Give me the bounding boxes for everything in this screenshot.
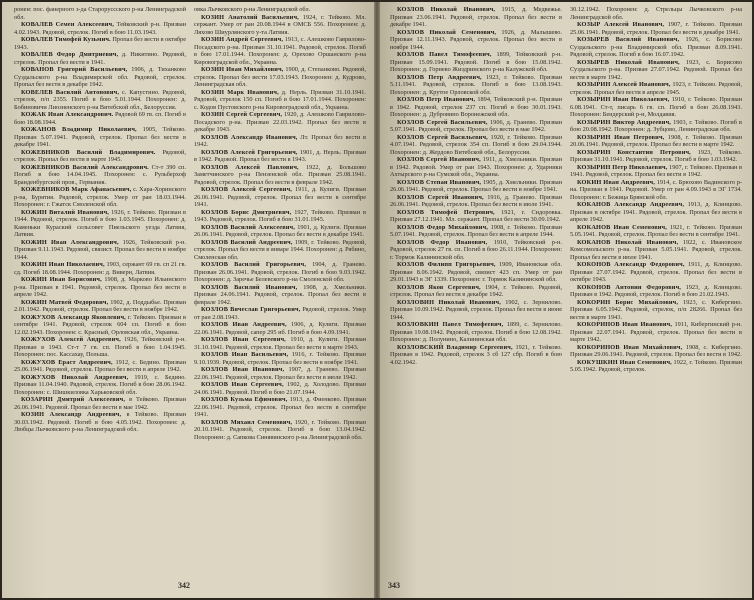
record-entry <box>14 164 186 187</box>
entry-details: 1923, Тейково. Призван 31.10.1941. Рядовой, стрелок. Погиб в бою 1.03.1942. <box>570 148 742 163</box>
person-name: КОЗЫРЕВ Василий Иванович, <box>577 36 680 43</box>
person-name: КОЖУХОВ Алексей Андреевич, <box>21 336 121 343</box>
person-name: КОЗИН Андрей Сергеевич, <box>201 36 284 43</box>
person-name: КОЗЛОВ Сергей Васильевич, <box>397 133 488 141</box>
entry-details: 1922, с. Ивановское Комсомольского р-на. Призван 5.05.1941. Рядовой, стрелок. Пропал без вести в июле 1941. <box>570 238 742 261</box>
person-name: КОЗИН Марк Иванович, <box>201 88 279 96</box>
entry-details: 1908, г. Тейково. Призван 20.06.1941. Рядовой, стрелок. Пропал без вести в марте 1942. <box>570 133 742 148</box>
entry-details: 1902, д. Холодово. Призван 24.06.1941. Рядовой. Погиб в бою 21.07.1944. <box>194 381 366 396</box>
person-name: КОЗЛОВ Борис Дмитриевич, <box>201 208 292 216</box>
entry-details: 1924, г. Тейково. Мл. сержант. Умер от ран 20.08.1944 в ОМСБ 556. Похоронен: д. Ляхово Шиурлянского у-та Латвия. <box>194 13 366 36</box>
entry-details: 1910, Тейковский р-н. Рядовой, стрелок 27 гв. сп. Погиб в бою 26.11.1944. Похоронен: г. Тормок Калининской обл. <box>390 238 562 261</box>
record-entry <box>390 156 562 179</box>
person-name: КОЗЛОВ Василий Григорьевич, <box>201 261 307 268</box>
person-name: КОЗЛОВ Степан Иванович, <box>397 178 482 186</box>
record-entry <box>570 179 742 202</box>
column-left-page-2 <box>194 6 366 564</box>
person-name: КОКОРИНОВ Иван Иванович, <box>577 321 673 328</box>
entry-details: 1913, д. Клинцово. Призван в октябре 1941. Рядовой, стрелок. Пропал без вести в апреле 1942. <box>570 201 742 223</box>
record-entry <box>570 96 742 119</box>
column-left-page-1 <box>14 6 186 564</box>
entry-details: 1911, д. Хмельники. Призван в 1942. Рядовой. Умер от ран 1943. Похоронен: д. Ударники Ахтырского р-на Сумской обл., Украина. <box>390 156 562 178</box>
person-name: КОЗЛОВ Николай Семенович, <box>397 28 497 36</box>
person-name: КОВАЛЕВ Федор Дмитриевич, <box>21 51 119 58</box>
entry-details: 1916, д. Гранево. Призван 26.06.1941. Рядовой, стрелок. Пропал без вести в июле 1941. <box>390 193 562 208</box>
entry-details: Тейковский р-н. Призван 4.02.1943. Рядовой, стрелок. Погиб в бою 11.03.1943. <box>14 21 186 36</box>
person-name: КОКОРИНОВ Иван Михайлович, <box>577 343 683 351</box>
person-name: КОЗЛОВ Сергей Иванович, <box>397 193 484 201</box>
record-entry <box>194 261 366 284</box>
entry-details: 1922, г. Тейково. Призван 5.05.1942. Рядовой, стрелок. <box>570 358 742 373</box>
person-name: КОЗЛОВ Михаил Семенович, <box>201 418 293 426</box>
record-entry <box>194 306 366 321</box>
record-entry <box>570 81 742 96</box>
record-entry <box>194 66 366 89</box>
person-name: КОЗЛОВ Василий Андреевич, <box>201 238 293 246</box>
person-name: КОЗЛОВКИН Павел Тимофеевич, <box>397 321 504 328</box>
record-entry <box>390 29 562 52</box>
entry-details: 1921, г. Тейково. Призван 5.05.1941. Рядовой, стрелок. Пропал без вести в сентябре 1941. <box>570 223 742 238</box>
person-name: КОЗИН Иван Михайлович, <box>201 66 284 73</box>
record-entry <box>570 299 742 322</box>
record-entry <box>14 276 186 299</box>
record-entry <box>194 6 366 14</box>
person-name: КОЗИН Александр Андреевич, <box>21 411 122 418</box>
entry-details: 1926, Тейковский р-н. Призван 9.11.1943. Рядовой, связист. Пропал без вести в ноябре 1944. <box>14 238 186 261</box>
record-entry <box>570 284 742 299</box>
person-name: КОЗЫРИН Константин Петрович, <box>577 148 691 156</box>
person-name: КОЖИН Иван Николаевич, <box>21 261 105 268</box>
entry-details: Пропал без вести в октябре 1943. <box>14 36 186 51</box>
record-entry <box>390 284 562 299</box>
entry-details: 1903, сержант 69 гв. сп 21 гв. сд. Погиб 18.08.1944. Похоронен: д. Виверн, Латвия. <box>14 261 186 276</box>
person-name: КОЗЛОВСКИЙ Владимир Сергеевич, <box>397 343 513 351</box>
entry-details: 1905, д. Хмельники. Призван 26.06.1941. Рядовой, стрелок. Пропал без вести в ноябре 1941. <box>390 178 562 193</box>
entry-details: в Тейково. Призван 26.06.1941. Рядовой. Пропал без вести в мае 1942. <box>14 396 186 411</box>
entry-details: 1923, г. Тейково. Рядовой, стрелок. Пропал без вести в апреле 1945. <box>570 81 742 96</box>
person-name: КОЗЛОВ Яков Сергеевич, <box>397 283 481 291</box>
entry-details: 1905, Тейково. Призван 5.07.1941. Рядовой, стрелок. Пропал без вести в декабре 1941. <box>14 126 186 148</box>
person-name: КОЗЛОВ Василий Иванович, <box>201 283 298 291</box>
entry-details: Лт. Пропал без вести в 1942. <box>194 133 366 148</box>
entry-details: 1911, Кибергинский р-н. Призван 22.07.1941. Рядовой, стрелок. Пропал без вести в марте 1942. <box>570 321 742 343</box>
person-name: КОЗЛОВ Василий Алексеевич, <box>201 223 295 231</box>
record-entry <box>390 239 562 262</box>
entry-details: 1904, д. Гранево. Призван 26.06.1941. Рядовой, стрелок. Погиб в бою 9.03.1942. Похоронен: д. Заречье Белевского р-на Смоленской обл. <box>194 261 366 283</box>
page-number: 342 <box>178 581 190 590</box>
entry-details: 1902, с. Зернилово. Призван 10.09.1942. Рядовой, стрелок. Пропал без вести в июне 1944. <box>390 298 562 321</box>
person-name: КОЗЛОВ Сергей Васильевич, <box>397 118 488 126</box>
record-entry <box>570 6 742 21</box>
record-entry <box>14 149 186 164</box>
record-entry <box>194 321 366 336</box>
entry-details: 1910, г. Тейково. Призван 6.08.1941. Ст-т, писарь 6 гв. сп. Погиб в бою 26.08.1943. Похоронен: Бендерский р-н, Молдавия. <box>570 96 742 118</box>
entry-details: 1903, г. Тейково. Погиб в бою 20.08.1942. Похоронен: д. Зубцово, Ленинградская обл. <box>570 118 742 133</box>
record-entry <box>14 21 186 36</box>
record-entry <box>194 396 366 419</box>
entry-details: 1906, д. Гранево. Призван 5.07.1941. Рядовой, стрелок. Пропал без вести в мае 1942. <box>390 118 562 133</box>
record-entry <box>194 239 366 262</box>
person-name: КОЗЛОВ Алексей Григорьевич, <box>201 148 298 156</box>
record-entry <box>194 149 366 164</box>
entry-details: 1899, с. Зернилово. Призван 19.08.1942. Рядовой, стрелок. Погиб в бою 12.08.1942. Похоронен: д. Полунино, Калининская обл. <box>390 321 562 343</box>
person-name: КОЖЕВНИКОВ Василий Александрович. <box>21 163 149 171</box>
person-name: КОВАЛЕВ Тимофей Кузьмич. <box>21 36 111 43</box>
person-name: КОЖИН Иван Борисович, <box>21 276 102 283</box>
person-name: КОЗЛОВ Петр Андреевич, <box>397 73 482 81</box>
page-number: 343 <box>388 581 400 590</box>
entry-details: с. Хара-Хоринского р-на, Бурятия. Рядовой, стрелок. Умер от ран 18.03.1944. Похоронен: г. Гжатск Смоленской обл. <box>14 186 186 208</box>
record-entry <box>194 366 366 381</box>
person-name: КОЗЫРИН Виктор Андреевич, <box>577 118 672 126</box>
entry-details: 1922, д. Большово Заметчинского р-на Пензенской обл. Призван 25.08.1941. Рядовой, стрелок. Пропал без вести в феврале 1942. <box>194 163 366 186</box>
person-name: КОКОНОВ Антонин Федорович, <box>577 283 682 291</box>
entry-details: 1921, г. Тейково. Призван в 1942. Рядовой, стрелок 3 сб 127 сбр. Погиб в бою 4.02.1942. <box>390 343 562 366</box>
record-entry <box>194 89 366 112</box>
record-entry <box>390 119 562 134</box>
entry-details: Рядовой 69 гв. сп. Погиб в бою 18.08.1944. <box>14 111 186 126</box>
record-entry <box>194 14 366 37</box>
record-entry <box>194 336 366 351</box>
record-entry <box>570 344 742 359</box>
entry-details: 1910, д. Кулиги. Призван 31.10.1941. Рядовой, стрелок. Пропал без вести в марте 1943. <box>194 336 366 351</box>
entry-details: 1926, с. Борисово Суздальского р-на Владимирской обл. Призван 8.09.1941. Рядовой, стрелок. Погиб в бою 16.07.1942. <box>570 36 742 58</box>
record-entry <box>194 134 366 149</box>
entry-details: 1913, с. Алешково Гаврилово-Посадского р-на. Призван 31.10.1941. Рядовой, стрелок. Погиб в бою 17.01.1944. Похоронен: д. Орехово Оршанского р-на Кировоградской обл., Украина. <box>194 36 366 66</box>
record-entry <box>390 96 562 119</box>
record-entry <box>390 344 562 367</box>
column-right-page-2 <box>570 6 742 564</box>
entry-details: ронен: пос. фанерного з-да Староруссского р-на Ленинградской обл. <box>14 6 186 21</box>
person-name: КОКУШКИН Иван Семенович, <box>577 358 672 366</box>
record-entry <box>14 396 186 411</box>
entry-details: д. Никитино. Рядовой, стрелок. Пропал без вести в 1941. <box>14 51 186 66</box>
entry-details: 1911, д. Кулиги. Призван 26.06.1941. Рядовой, стрелок. Пропал без вести в сентябре 1941. <box>194 186 366 208</box>
person-name: КОЖИН Иван Александрович, <box>21 238 119 246</box>
entry-details: овка Лычковского р-на Ленинградской обл. <box>194 6 311 13</box>
entry-details: Ст-т 390 сп. Погиб в бою 14.04.1945. Похоронен: с. Рульберхоф Бранденбургской пров., Германия. <box>14 163 186 186</box>
person-name: КОЗЛОВ Сергей Иванович, <box>397 156 481 163</box>
record-entry <box>390 6 562 29</box>
person-name: КОЗЫРИН Петр Николаевич, <box>577 163 668 171</box>
record-entry <box>194 209 366 224</box>
person-name: КОВАНОВ Григорий Васильевич, <box>21 66 128 73</box>
record-entry <box>194 381 366 396</box>
person-name: КОЗИН Сергей Сергеевич, <box>201 111 283 118</box>
entry-details: 1926, г. Тейково. Призван в 1944. Рядовой, стрелок. Погиб в бою 1.03.1945. Похоронен: д. Каменьки Кураский сельсовет Пиельского уезда Латвия, Латвия. <box>14 208 186 238</box>
entry-details: 1908, с. Кибергино. Призван 29.06.1941. Рядовой, стрелок. Пропал без вести в 1942. <box>570 343 742 358</box>
entry-details: 1927, Тейково. Призван в 1943. Рядовой, стрелок. Погиб в бою 31.01.1945. <box>194 208 366 223</box>
record-entry <box>14 314 186 337</box>
record-entry <box>14 336 186 359</box>
record-entry <box>570 261 742 284</box>
record-entry <box>390 179 562 194</box>
entry-details: 1926, д. Малышево. Призван 12.11.1943. Рядовой, стрелок. Пропал без вести в ноябре 1944. <box>390 28 562 51</box>
record-entry <box>14 111 186 126</box>
person-name: КОВАЛЕВ Семен Алексеевич, <box>21 21 114 28</box>
entry-details: Рядовой, стрелок. Умер от ран 2.08.1943. <box>194 306 366 321</box>
person-name: КОКОНОВ Александр Федорович, <box>577 261 685 268</box>
entry-details: 1906, д. Кулиги. Призван 22.06.1941. Рядовой, сапер 295 иб. Погиб в бою 4.09.1941. <box>194 321 366 336</box>
record-entry <box>14 6 186 21</box>
record-entry <box>390 224 562 239</box>
record-entry <box>194 224 366 239</box>
person-name: КОЖУХОВ Александр Яковлевич, <box>21 313 126 321</box>
record-entry <box>570 239 742 262</box>
record-entry <box>570 36 742 59</box>
entry-details: 1900, д. Степанково. Рядовой, стрелок. Пропал без вести 17.03.1943. Похоронен: д. Кудрово, Ленинградская обл. <box>194 66 366 88</box>
record-entry <box>194 36 366 66</box>
person-name: КОЖИН Виталий Иванович, <box>21 208 110 216</box>
entry-details: 1907, д. Гранево. Призван 22.06.1941. Рядовой, стрелок. Пропал без вести в июле 1942. <box>194 366 366 381</box>
person-name: КОКАНОВ Александр Андреевич, <box>577 201 685 208</box>
record-entry <box>390 134 562 157</box>
person-name: КОЗЫР Алексей Иванович, <box>577 21 665 28</box>
record-entry <box>14 66 186 89</box>
record-entry <box>570 21 742 36</box>
person-name: КОЗЛОВ Иван Сергеевич, <box>201 336 286 343</box>
record-entry <box>570 134 742 149</box>
person-name: КОЗЫРЕВ Николай Иванович, <box>577 58 680 66</box>
record-entry <box>194 351 366 366</box>
entry-details: 1915, д. Медвежье. Призван 23.06.1941. Рядовой, стрелок. Пропал без вести в декабре 1941. <box>390 6 562 28</box>
record-entry <box>390 51 562 74</box>
entry-details: д. Нерль. Призван 31.10.1941. Рядовой, стрелок 150 сп. Погиб в бою 17.01.1944. Похоронен: с. Кодов Пустовского р-на Кировоградской обл., Украина. <box>194 88 366 111</box>
entry-details: 1923, г. Тейково. Призван 5.11.1941. Рядовой, стрелок. Погиб в бою 13.08.1943. Похоронен: д. Крутое Орловской обл. <box>390 73 562 96</box>
entry-details: 1904, г. Тейково. Рядовой, стрелок. Пропал без вести в декабре 1942. <box>390 283 562 298</box>
record-entry <box>390 321 562 344</box>
entry-details: 30.12.1942. Похоронен: д. Стрельцы Лычковского р-на Ленинградской обл. <box>570 6 742 21</box>
person-name: КОЗЛОВ Вячеслав Григорьевич, <box>201 306 301 313</box>
record-entry <box>14 374 186 397</box>
record-entry <box>194 111 366 134</box>
entry-details: 1913, д. Фиенково. Призван 22.06.1941. Рядовой, стрелок. Пропал без вести в сентябре 1941. <box>194 396 366 418</box>
entry-details: 1909, г. Тейково. Рядовой, стрелок. Пропал без вести в январе 1944. Похоронен: д. Рябино, Смоленская обл. <box>194 238 366 261</box>
entry-details: 1926, Тейковский р-н. Призван в 1943. Ст-т 7 гв. сп. Погиб в бою 1.04.1945. Похоронен: пос. Кассахау, Польша. <box>14 336 186 358</box>
entry-details: 1923, с. Борисово Суздальского р-на. Призван 27.07.1942. Рядовой. Пропал без вести в марте 1942. <box>570 58 742 81</box>
person-name: КОЖУХОВ Ераст Андреевич, <box>21 358 113 366</box>
entry-details: 1911, д. Клинцово. Призван 27.07.1942. Рядовой, стрелок. Пропал без вести в октябре 1943. <box>570 261 742 283</box>
record-entry <box>390 74 562 97</box>
entry-details: 1901, д. Нерль. Призван в 1942. Рядовой. Пропал без вести в 1943. <box>194 148 366 163</box>
person-name: КОЗЛОВ Иван Андреевич, <box>201 321 287 328</box>
record-entry <box>194 164 366 187</box>
record-entry <box>14 411 186 434</box>
record-entry <box>14 261 186 276</box>
person-name: КОЗАРИН Дмитрий Алексеевич, <box>21 396 126 403</box>
record-entry <box>570 224 742 239</box>
person-name: КОЗЛОВ Николай Иванович, <box>397 6 496 13</box>
entry-details: 1909, Ивановская обл. Призван 8.06.1942. Рядовой, связист 423 сп. Умер от ран 29.01.1943 в ЭГ 1339. Похоронен: г. Тормок Калининской обл. <box>390 261 562 283</box>
entry-details: 1923, д. Клинцово. Призван в 1942. Рядовой, стрелок. Погиб в бою 21.02.1943. <box>570 283 742 298</box>
entry-details: 1906, д. Тиханково Суздальского р-на Владимирской обл. Рядовой, стрелок. Пропал без вести в декабре 1942. <box>14 66 186 88</box>
record-entry <box>14 359 186 374</box>
person-name: КОЗЛОВ Иван Васильевич, <box>201 351 289 358</box>
person-name: КОЗЛОВИН Николай Иванович, <box>397 298 501 306</box>
entry-details: 1919, с. Бедино. Призван 11.04.1940. Рядовой, стрелок. Погиб в бою 28.06.1942. Похоронен: с. Шишкиловка Харьковской обл. <box>14 373 186 396</box>
record-entry <box>194 284 366 307</box>
record-entry <box>390 299 562 322</box>
entry-details: 1923, с. Кибергино. Призван 6.05.1942. Рядовой, стрелок, п/п 28266. Пропал без вести в марте 1943. <box>570 298 742 321</box>
person-name: КОЗЛОВ Филипп Григорьевич, <box>397 261 496 268</box>
entry-details: 1908, д. Марково Ильинского р-на. Призван в 1941. Рядовой, стрелок. Пропал без вести в апреле 1942. <box>14 276 186 298</box>
record-entry <box>14 186 186 209</box>
entry-details: в Тейково. Призван 30.03.1942. Рядовой. Погиб в бою 4.05.1942. Похоронен: д. Любцы Лычковского р-на Ленинградской обл. <box>14 411 186 433</box>
person-name: КОЗЛОВ Тимофей Петрович, <box>397 208 495 216</box>
person-name: КОЗЛОВ Александр Иванович, <box>201 133 298 141</box>
person-name: КОЗЛОВ Кузьма Ефимович, <box>201 396 288 403</box>
person-name: КОЗЛОВ Иван Сергеевич, <box>201 381 284 388</box>
record-entry <box>14 89 186 112</box>
entry-details: 1920, г. Тейково. Призван 20.10.1941. Рядовой, стрелок. Погиб в бою 13.04.1942. Похоронен: д. Сапкова Синявинского р-на Ленинградской обл. <box>194 418 366 441</box>
record-entry <box>14 209 186 239</box>
person-name: КОКАНОВ Иван Семенович, <box>577 223 667 231</box>
record-entry <box>194 419 366 442</box>
entry-details: с. Капустино. Рядовой, стрелок, п/п 2355. Погиб в бою 5.01.1944. Похоронен: д. Бобиновичи Лиозненского р-на Витебской обл., Белоруссия. <box>14 88 186 111</box>
right-page <box>380 2 752 598</box>
column-right-page-1 <box>390 6 562 564</box>
person-name: КОЖУХОВ Николай Андреевич, <box>21 373 129 381</box>
entry-details: 1907, г. Тейково. Призван в 1941. Рядовой, стрелок. Пропал без вести в 1942. <box>570 163 742 178</box>
entry-details: 1912, с. Бедино. Призван 25.06.1941. Рядовой, стрелок. Пропал без вести в апреле 1942. <box>14 358 186 373</box>
person-name: КОЖАНОВ Владимир Николаевич, <box>21 126 137 133</box>
entry-details: г. Тейково. Призван в сентябре 1941. Рядовой, стрелок 604 сп. Погиб в бою 12.02.1943. Похоронен: с. Красный, Орловская обл., Украина. <box>14 313 186 336</box>
person-name: КОЗЫРИН Алексей Иванович, <box>577 81 671 88</box>
book-spread <box>2 2 752 598</box>
person-name: КОКОРИН Борис Михайлович, <box>577 298 679 306</box>
record-entry <box>570 119 742 134</box>
person-name: КОЖЕВНИКОВ Марк Афанасьевич, <box>21 186 132 193</box>
person-name: КОЖИН Матвей Федорович, <box>21 298 109 306</box>
person-name: КОЗЛОВ Иван Иванович, <box>201 366 285 373</box>
person-name: КОЗЛОВ Федор Михайлович, <box>397 223 489 231</box>
person-name: КОЗИН Анатолий Васильевич, <box>201 13 299 21</box>
person-name: КОЗЫРИН Иван Николаевич, <box>577 96 670 103</box>
entry-details: 1920, г. Тейково. Призван 4.07.1941. Рядовой, стрелок 354 сп. Погиб в бою 29.04.1944. Похоронен: д. Жердово Витебской обл., Белоруссия. <box>390 133 562 156</box>
record-entry <box>14 51 186 66</box>
record-entry <box>194 186 366 209</box>
record-entry <box>570 321 742 344</box>
entry-details: 1899, Тейковский р-н. Призван 15.09.1941. Рядовой. Погиб в бою 15.08.1942. Похоронен: д. Горнево Жиздринского р-на Калужской обл. <box>390 51 562 73</box>
entry-details: 1907, г. Тейково. Призван 25.06.1941. Рядовой, стрелок. Пропал без вести в декабре 1941. <box>570 21 742 36</box>
entry-details: 1908, д. Хмельники. Призван 24.06.1941. Рядовой, стрелок. Пропал без вести в феврале 1942. <box>194 283 366 306</box>
person-name: КОЖАК Иван Александрович. <box>21 111 114 118</box>
record-entry <box>14 126 186 149</box>
entry-details: 1908, г. Тейково. Призван 5.07.1941. Рядовой, стрелок. Пропал без вести в апреле 1944. <box>390 223 562 238</box>
person-name: КОЗЛОВ Алексей Павлович, <box>201 163 299 171</box>
entry-details: 1901, д. Кулиги. Призван 26.06.1941. Рядовой, стрелок. Пропал без вести в декабре 1941. <box>194 223 366 238</box>
entry-details: 1920, д. Алешково Гаврилово-Посадского р-на. Призван 22.03.1942. Пропал без вести в декабре 1943. <box>194 111 366 133</box>
record-entry <box>570 59 742 82</box>
record-entry <box>390 261 562 284</box>
person-name: КОЗЛОВ Федор Иванович, <box>397 238 488 246</box>
person-name: КОКИН Иван Андреевич, <box>577 178 655 186</box>
record-entry <box>570 149 742 164</box>
record-entry <box>14 299 186 314</box>
entry-details: Рядовой, стрелок. Пропал без вести в марте 1945. <box>14 148 186 163</box>
record-entry <box>570 201 742 224</box>
record-entry <box>390 194 562 209</box>
record-entry <box>14 239 186 262</box>
person-name: КОЗЫРИН Иван Петрович, <box>577 133 665 141</box>
person-name: КОЗЛОВ Алексей Сергеевич, <box>201 186 292 193</box>
entry-details: 1902, д. Поддыбье. Призван 2.01.1942. Рядовой, стрелок. Пропал без вести в ноябре 1942. <box>14 298 186 313</box>
record-entry <box>570 359 742 374</box>
entry-details: 1921, г. Сидоровка. Призван 27.12.1941. Мл. сержант. Пропал без вести 30.09.1942. <box>390 208 562 223</box>
person-name: КОЗЛОВ Петр Иванович, <box>397 96 476 103</box>
person-name: КОКАНОВ Николай Иванович, <box>577 238 679 246</box>
person-name: КОВЕЛЕВ Василий Антонович, <box>21 88 120 96</box>
left-page <box>2 2 374 598</box>
record-entry <box>390 209 562 224</box>
entry-details: 1894, Тейковский р-н. Призван в 1942. Рядовой, стрелок 237 сп. Погиб в бою 30.01.1943. Похоронен: д. Дубровино Воронежской обл. <box>390 96 562 118</box>
entry-details: 1916, г. Тейково. Призван 9.10.1939. Рядовой, стрелок. Пропал без вести в ноябре 1941. <box>194 351 366 366</box>
record-entry <box>14 36 186 51</box>
entry-details: 1914, с. Брюхово Вадинского р-на. Призван в 1941. Рядовой. Умер от ран 4.09.1943 в ЭГ 1734. Похоронен: г. Бежица Брянской обл. <box>570 178 742 201</box>
person-name: КОЗЛОВ Павел Тимофеевич, <box>397 51 492 58</box>
record-entry <box>570 164 742 179</box>
person-name: КОЖЕВНИКОВ Василий Владимирович. <box>21 148 156 156</box>
